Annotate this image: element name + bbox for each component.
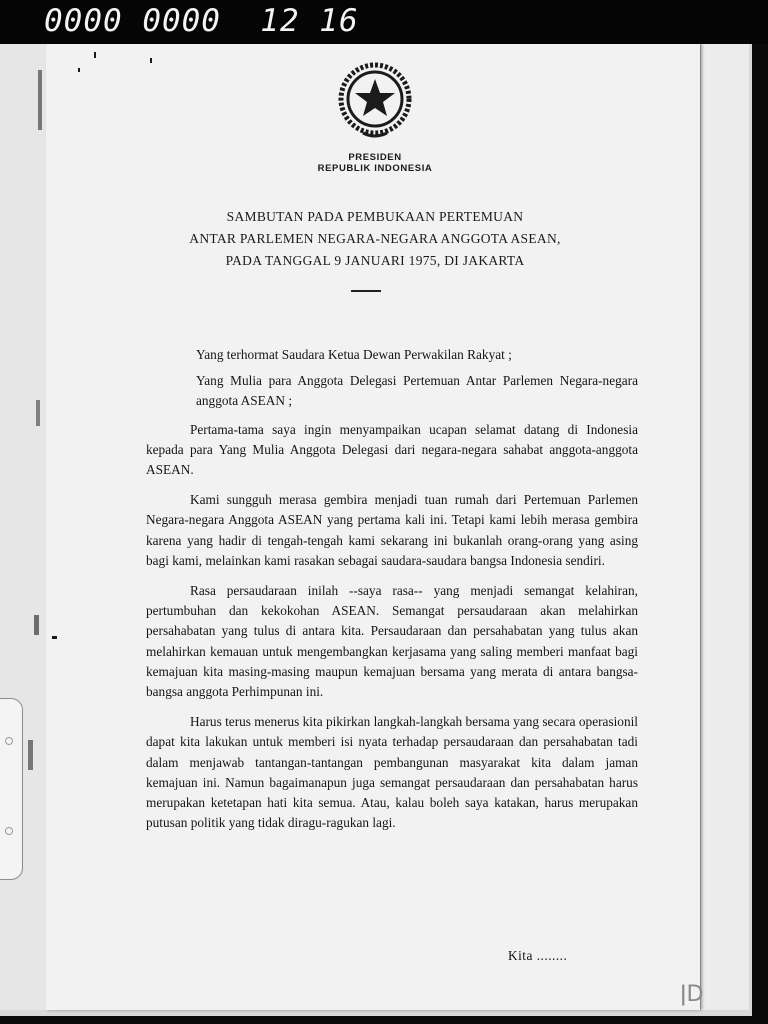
letterhead (300, 152, 450, 174)
scan-speckle (36, 400, 40, 426)
film-frame-id: 0000 0000 12 16 (44, 3, 359, 39)
scan-speckle (52, 636, 57, 639)
document-body (146, 345, 638, 843)
scan-speckle (34, 615, 39, 635)
salutation: Yang terhormat Saudara Ketua Dewan Perwakilan Rakyat ; (196, 347, 512, 362)
film-header-bar (0, 0, 768, 44)
right-margin-strip (700, 44, 749, 1010)
body-paragraph: Harus terus menerus kita pikirkan langkah-langkah bersama yang secara operasionil dapat kita lakukan untuk memberi isi nyata terhadap persaudaraan dan persahabatan tadi dalam menjawab tantangan-tantangan pembangunan masyarakat kita dalam jaman kemajuan ini. Namun bagaimanapun juga semangat persaudaraan dan persahabatan harus merupakan ketetapan hati kita semua. Atau, kalau boleh saya katakan, harus merupakan putusan politik yang tidak diragu-ragukan lagi. (146, 714, 638, 831)
scan-speckle (78, 68, 80, 72)
letterhead-line: REPUBLIK INDONESIA (317, 163, 433, 174)
continuation-mark: Kita ........ (508, 948, 568, 963)
scan-speckle (28, 740, 33, 770)
title-line: SAMBUTAN PADA PEMBUKAAN PERTEMUAN (226, 209, 524, 224)
document-title (150, 206, 600, 272)
title-line: ANTAR PARLEMEN NEGARA-NEGARA ANGGOTA ASEAN, (189, 231, 561, 246)
binder-clip (0, 698, 23, 880)
scan-speckle (94, 52, 96, 58)
emblem-icon (333, 59, 417, 143)
body-paragraph: Pertama-tama saya ingin menyampaikan ucapan selamat datang di Indonesia kepada para Yang Mulia Anggota Delegasi dari negara-negara sahabat anggota-anggota ASEAN. (146, 421, 638, 478)
scan-speckle (38, 70, 42, 130)
body-paragraph: Rasa persaudaraan inilah --saya rasa-- yang menjadi semangat kelahiran, pertumbuhan dan kekokohan ASEAN. Semangat persaudaraan akan melahirkan persahabatan yang tulus di antara kita. Persaudaraan dan persahabatan yang tulus akan melahirkan kemauan untuk mengembangkan kerjasama yang saling memberi manfaat bagi kemajuan kita masing-masing maupun kemajuan bersama yang merata di antara bangsa-bangsa anggota Perhimpunan ini. (146, 583, 638, 700)
scan-speckle (150, 58, 152, 63)
title-line: PADA TANGGAL 9 JANUARI 1975, DI JAKARTA (225, 253, 525, 268)
clip-hole (5, 827, 13, 835)
corner-mark: ǀD (680, 982, 704, 1007)
letterhead-line: PRESIDEN (348, 152, 402, 163)
body-paragraph: Kami sungguh merasa gembira menjadi tuan rumah dari Pertemuan Parlemen Negara-negara Anggota ASEAN yang pertama kali ini. Tetapi kami lebih merasa gembira karena yang hadir di tengah-tengah kami sekarang ini bukanlah orang-orang yang asing bagi kami, melainkan kami rasakan sebagai saudara-saudara bangsa Indonesia sendiri. (146, 492, 638, 568)
salutation: Yang Mulia para Anggota Delegasi Pertemuan Antar Parlemen Negara-negara anggota ASEAN ; (196, 373, 638, 409)
title-divider (351, 290, 381, 292)
clip-hole (5, 737, 13, 745)
